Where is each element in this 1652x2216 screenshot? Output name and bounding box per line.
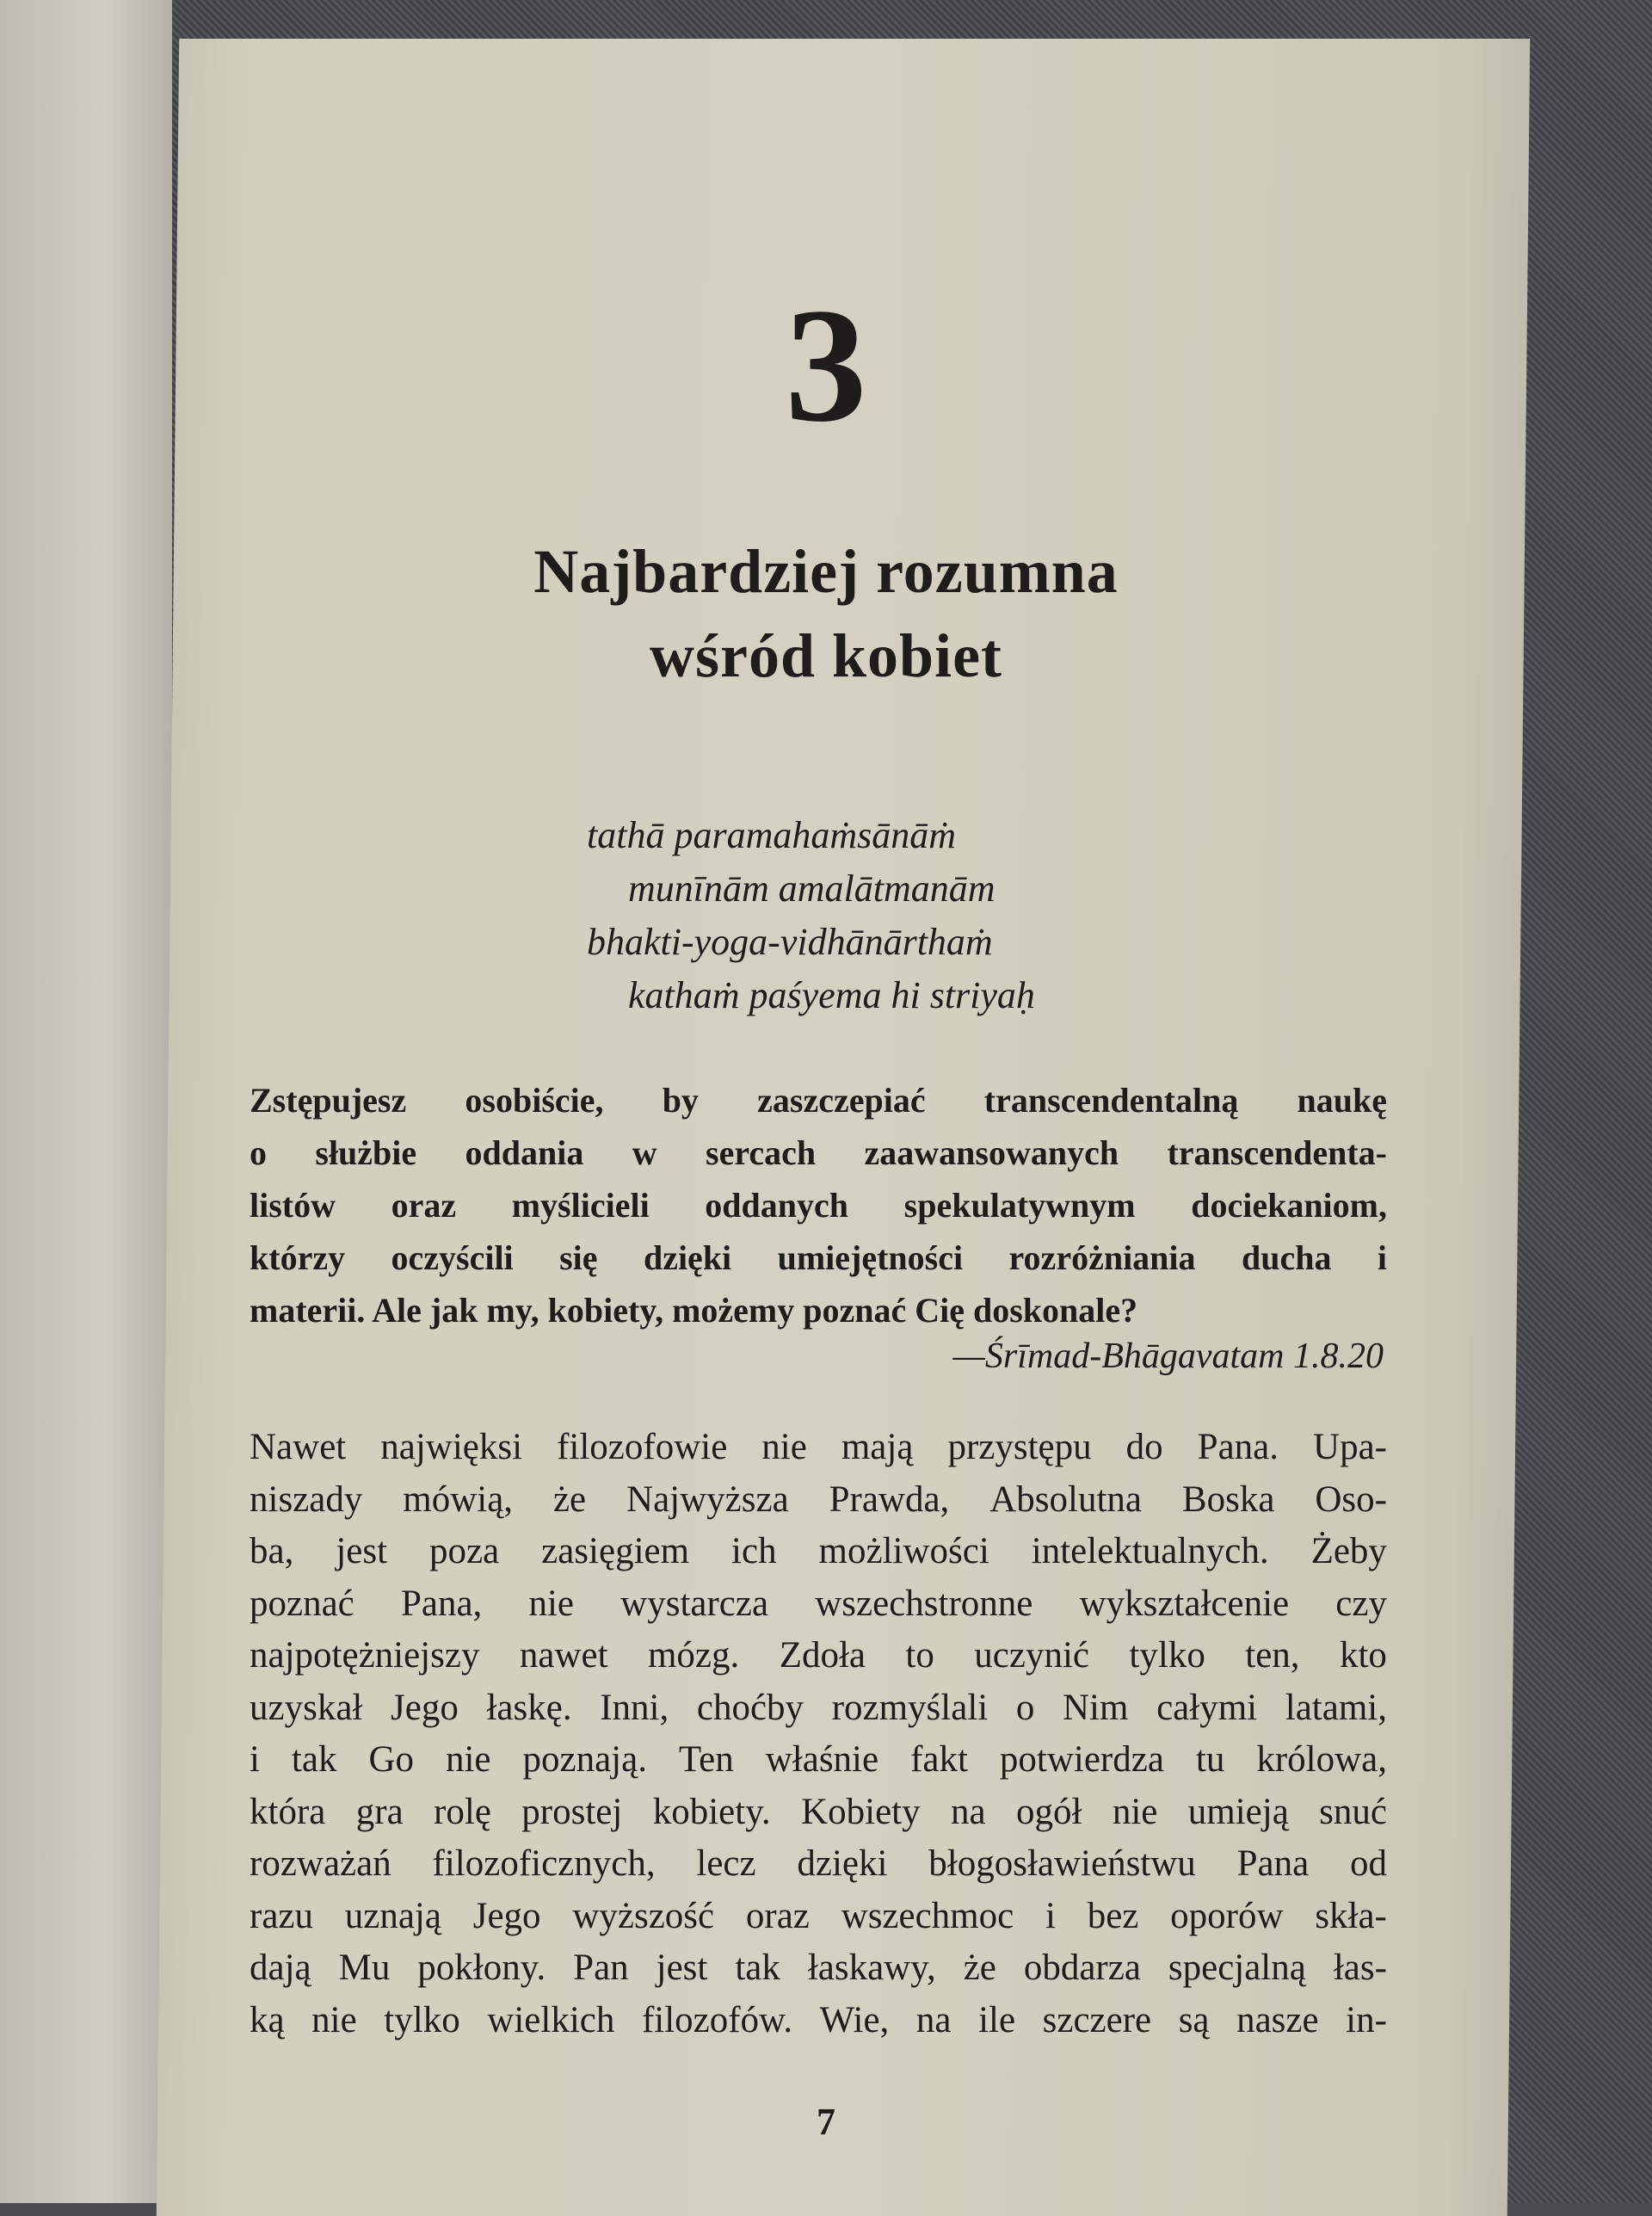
word: mózg.: [647, 1635, 740, 1676]
word: ogół: [1015, 1791, 1082, 1832]
word: Nim: [1063, 1687, 1129, 1728]
word: wystarcza: [620, 1583, 769, 1624]
word: nie: [1112, 1791, 1158, 1832]
word: rozważań: [250, 1843, 391, 1884]
word: niszady: [250, 1478, 363, 1520]
word: ką: [250, 1999, 285, 2040]
translation-line: o służbie oddania w sercach zaawansowanych transcendenta-: [250, 1133, 1387, 1172]
word: łas-: [1333, 1947, 1387, 1988]
word: Absolutna: [989, 1478, 1142, 1520]
word: od: [1350, 1843, 1387, 1884]
translation-line: Zstępujesz osobiście, by zaszczepiać transcendentalną naukę: [250, 1081, 1387, 1120]
word: wielkich: [487, 1999, 615, 2040]
word: całymi: [1156, 1687, 1258, 1728]
word: Jego: [391, 1687, 459, 1728]
word: ile: [978, 1999, 1016, 2040]
translation-line: materii. Ale jak my, kobiety, możemy poznać Cię doskonale?: [250, 1291, 1138, 1330]
word: wyższość: [572, 1895, 715, 1936]
word: Ten: [678, 1739, 734, 1780]
word: pokłony.: [417, 1947, 546, 1988]
word: kto: [1339, 1635, 1387, 1676]
word: nie: [528, 1583, 574, 1624]
word: wszechmoc: [841, 1895, 1014, 1936]
word: poznać: [250, 1583, 354, 1624]
word: Pana: [1236, 1843, 1310, 1884]
word: Nawet: [250, 1427, 347, 1467]
page-number: 7: [817, 2101, 835, 2143]
word: na: [915, 1999, 952, 2040]
word: najwięksi: [380, 1427, 523, 1467]
sanskrit-verse: [587, 809, 1035, 1022]
word: Go: [368, 1739, 414, 1780]
word: uznają: [344, 1895, 441, 1936]
body-text: [250, 1422, 1387, 2046]
word: ich: [731, 1531, 777, 1571]
word: tak: [735, 1947, 780, 1988]
word: razu: [250, 1895, 313, 1936]
body-line: [250, 1578, 1387, 1631]
word: wykształcenie: [1079, 1583, 1290, 1624]
word: właśnie: [765, 1739, 879, 1780]
body-line: [250, 1682, 1387, 1735]
word: Pana,: [400, 1583, 483, 1624]
word: czy: [1335, 1583, 1387, 1624]
word: łaskę.: [486, 1687, 572, 1728]
word: Mu: [338, 1947, 391, 1988]
word: Jego: [472, 1895, 541, 1936]
word: filozofów.: [641, 1999, 793, 2040]
word: mają: [841, 1427, 914, 1467]
word: dają: [250, 1947, 311, 1988]
translation-line: listów oraz myślicieli oddanych spekulatywnym dociekaniom,: [250, 1186, 1387, 1225]
word: Oso-: [1315, 1478, 1387, 1520]
body-line: [250, 1787, 1387, 1839]
word: uzyskał: [250, 1687, 363, 1728]
word: możliwości: [818, 1531, 989, 1571]
word: rozmyślali: [831, 1687, 989, 1728]
word: tak: [291, 1739, 337, 1780]
chapter-title-line: Najbardziej rozumna: [533, 537, 1119, 606]
verse-line: bhakti-yoga-vidhānārthaṁ: [587, 921, 993, 963]
word: dzięki: [797, 1843, 888, 1884]
chapter-title-line: wśród kobiet: [649, 621, 1003, 690]
word: Boska: [1181, 1478, 1275, 1520]
body-line: [250, 1474, 1387, 1527]
word: tu: [1195, 1739, 1225, 1780]
word: łaskawy,: [807, 1947, 936, 1988]
word: i: [1045, 1895, 1056, 1936]
word: Żeby: [1310, 1531, 1387, 1571]
translation-line: którzy oczyścili się dzięki umiejętności rozróżniania ducha i: [250, 1238, 1387, 1277]
word: gra: [355, 1791, 404, 1832]
word: ba,: [250, 1531, 294, 1571]
word: oporów: [1170, 1895, 1284, 1936]
word: tylko: [1129, 1635, 1205, 1676]
word: że: [552, 1478, 587, 1520]
word: obdarza: [1023, 1947, 1141, 1988]
word: Upa-: [1313, 1427, 1387, 1467]
word: umieją: [1187, 1791, 1289, 1832]
body-line: [250, 1526, 1387, 1578]
verse-translation: [250, 1074, 1387, 1336]
body-line: [250, 1630, 1387, 1682]
word: królowa,: [1256, 1739, 1387, 1780]
word: która: [250, 1791, 326, 1832]
word: intelektualnych.: [1031, 1531, 1269, 1571]
word: nie: [445, 1739, 491, 1780]
word: Wie,: [819, 1999, 890, 2040]
word: do: [1125, 1427, 1163, 1467]
word: błogosławieństwu: [928, 1843, 1196, 1884]
verse-line: munīnām amalātmanām: [628, 867, 996, 910]
word: i: [250, 1739, 260, 1780]
body-line: [250, 1995, 1387, 2047]
word: rolę: [434, 1791, 491, 1832]
word: zasięgiem: [541, 1531, 690, 1571]
word: uczynić: [974, 1635, 1089, 1676]
word: potwierdza: [999, 1739, 1164, 1780]
word: Najwyższa: [626, 1478, 789, 1520]
word: o: [1015, 1687, 1035, 1728]
word: lecz: [696, 1843, 756, 1884]
body-line: [250, 1942, 1387, 1995]
word: przystępu: [947, 1427, 1092, 1467]
word: in-: [1346, 1999, 1387, 2040]
chapter-title: [0, 529, 1652, 698]
word: Prawda,: [829, 1478, 950, 1520]
word: choćby: [696, 1687, 804, 1728]
body-line: [250, 1891, 1387, 1943]
verse-citation: —Śrīmad-Bhāgavatam 1.8.20: [952, 1336, 1384, 1376]
word: filozoficznych,: [432, 1843, 656, 1884]
word: specjalną: [1168, 1947, 1306, 1988]
word: poza: [429, 1531, 500, 1571]
word: skła-: [1315, 1895, 1387, 1936]
word: poznają.: [522, 1739, 647, 1780]
word: mówią,: [403, 1478, 514, 1520]
word: najpotężniejszy: [250, 1635, 480, 1676]
word: ten,: [1245, 1635, 1300, 1676]
word: prostej: [521, 1791, 623, 1832]
word: jest: [656, 1947, 708, 1988]
word: oraz: [745, 1895, 810, 1936]
word: na: [951, 1791, 986, 1832]
word: szczere: [1042, 1999, 1152, 2040]
word: Zdoła: [779, 1635, 866, 1676]
chapter-number: 3: [785, 275, 867, 456]
word: to: [905, 1635, 934, 1676]
verse-line: kathaṁ paśyema hi striyaḥ: [628, 974, 1035, 1016]
word: jest: [336, 1531, 388, 1571]
word: że: [963, 1947, 996, 1988]
word: Pan: [573, 1947, 629, 1988]
word: nasze: [1236, 1999, 1319, 2040]
word: fakt: [910, 1739, 968, 1780]
word: Pana.: [1197, 1427, 1279, 1467]
word: bez: [1087, 1895, 1139, 1936]
word: filozofowie: [557, 1427, 728, 1467]
word: nie: [311, 1999, 357, 2040]
word: tylko: [384, 1999, 460, 2040]
word: latami,: [1285, 1687, 1387, 1728]
body-line: [250, 1734, 1387, 1787]
word: nie: [761, 1427, 807, 1467]
verse-line: tathā paramahaṁsānāṁ: [587, 814, 957, 856]
body-line: [250, 1422, 1387, 1474]
word: są: [1178, 1999, 1210, 2040]
body-line: [250, 1838, 1387, 1891]
word: kobiety.: [652, 1791, 771, 1832]
word: nawet: [519, 1635, 608, 1676]
word: wszechstronne: [815, 1583, 1033, 1624]
word: snuć: [1319, 1791, 1387, 1832]
word: Kobiety: [801, 1791, 921, 1832]
word: Inni,: [600, 1687, 669, 1728]
